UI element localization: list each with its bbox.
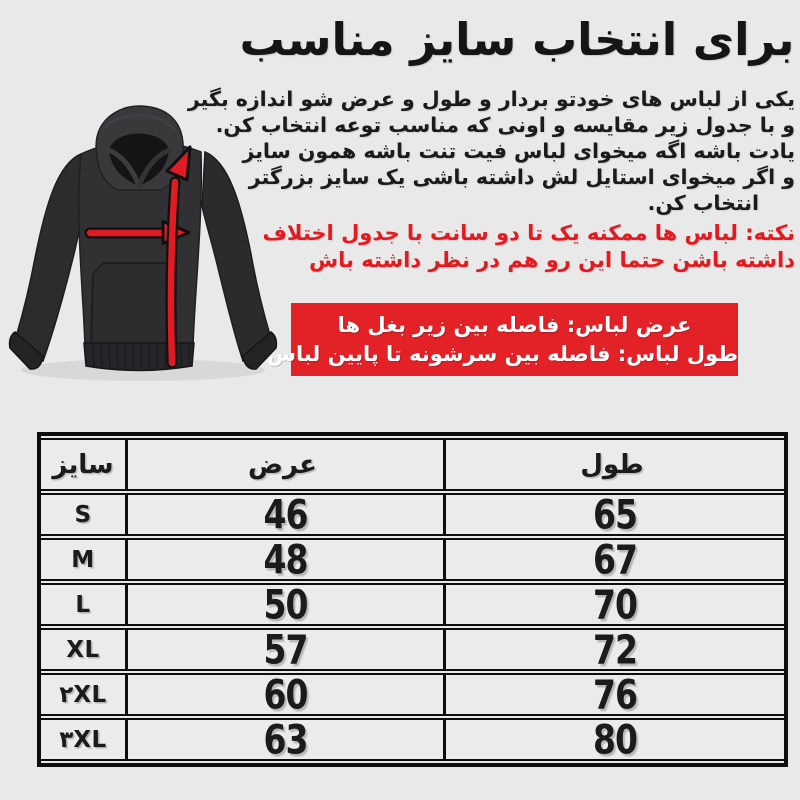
measure-definition-banner — [266, 303, 738, 376]
length-value: 65 — [593, 490, 637, 539]
page-title: برای انتخاب سایز مناسب — [239, 13, 795, 66]
length-value: 72 — [593, 625, 637, 674]
table-row — [41, 673, 784, 716]
note-line: داشته باشن حتما این رو هم در نظر داشته باش — [309, 248, 795, 272]
col-header-size: سایز — [41, 438, 125, 491]
length-cell — [443, 580, 784, 629]
length-cell — [443, 625, 784, 674]
width-cell — [125, 490, 443, 539]
width-value: 57 — [263, 625, 308, 674]
col-header-width: عرض — [125, 438, 443, 491]
intro-line: یادت باشه اگه میخوای لباس فیت تنت باشه همون سایز — [242, 139, 795, 163]
length-value: 67 — [593, 535, 637, 584]
table-row — [41, 538, 784, 581]
width-cell — [125, 670, 443, 719]
length-cell — [443, 535, 784, 584]
width-value: 63 — [263, 715, 308, 764]
hoodie-left-sleeve — [16, 154, 84, 361]
intro-paragraph — [187, 86, 795, 216]
width-cell — [125, 625, 443, 674]
width-value: 46 — [263, 490, 308, 539]
col-header-length: طول — [443, 438, 784, 491]
size-cell: XL — [41, 628, 125, 671]
table-row — [41, 718, 784, 761]
length-value: 80 — [593, 715, 637, 764]
intro-line: انتخاب کن. — [647, 191, 759, 215]
size-cell: ۳XL — [41, 718, 125, 761]
width-value: 48 — [263, 535, 308, 584]
size-cell: ۲XL — [41, 673, 125, 716]
intro-line: یکی از لباس های خودتو بردار و طول و عرض شو اندازه بگیر — [187, 87, 795, 111]
width-value: 60 — [263, 670, 308, 719]
length-value: 70 — [593, 580, 637, 629]
table-row — [41, 493, 784, 536]
note-paragraph — [240, 220, 795, 274]
size-table — [37, 432, 788, 767]
table-row — [41, 628, 784, 671]
intro-line: و با جدول زیر مقایسه و اونی که مناسب توعه انتخاب کن. — [215, 113, 795, 137]
note-line: نکته: لباس ها ممکنه یک تا دو سانت با جدول اختلاف — [262, 221, 795, 245]
length-cell — [443, 490, 784, 539]
banner-line-width-definition: عرض لباس: فاصله بین زیر بغل ها — [337, 312, 692, 337]
hoodie-pocket — [91, 263, 173, 344]
table-header-row — [41, 438, 784, 491]
width-cell — [125, 535, 443, 584]
intro-line: و اگر میخوای استایل لش داشته باشی یک سایز بزرگتر — [248, 165, 795, 189]
length-value: 76 — [593, 670, 637, 719]
banner-line-length-definition: طول لباس: فاصله بین سرشونه تا پایین لباس — [266, 341, 738, 366]
width-cell — [125, 715, 443, 764]
width-cell — [125, 580, 443, 629]
length-cell — [443, 715, 784, 764]
width-value: 50 — [263, 580, 308, 629]
length-cell — [443, 670, 784, 719]
table-row — [41, 583, 784, 626]
size-cell: L — [41, 583, 125, 626]
size-cell: M — [41, 538, 125, 581]
size-cell: S — [41, 493, 125, 536]
